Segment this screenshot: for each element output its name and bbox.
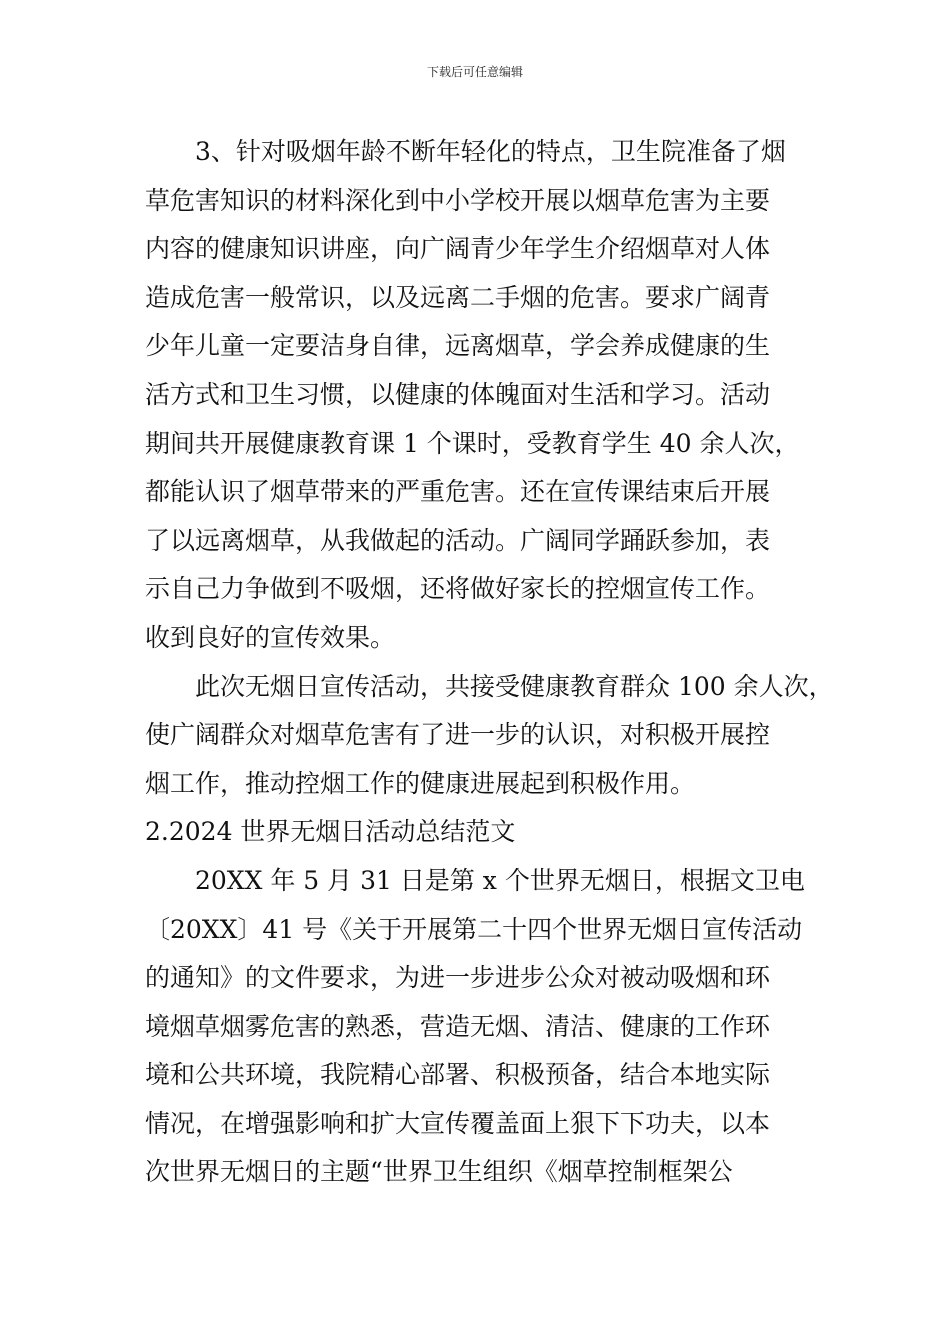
text-line: 3、针对吸烟年龄不断年轻化的特点，卫生院准备了烟	[195, 137, 786, 166]
paragraph-world-no-tobacco-day	[145, 857, 835, 1197]
text-line: 此次无烟日宣传活动，共接受健康教育群众 100 余人次，	[195, 671, 834, 701]
text-line: 次世界无烟日的主题“世界卫生组织《烟草控制框架公	[145, 1157, 733, 1187]
text-line: 了以远离烟草，从我做起的活动。广阔同学踊跃参加，表	[145, 525, 771, 555]
text-line: 少年儿童一定要洁身自律，远离烟草，学会养成健康的生	[145, 331, 771, 361]
text-line: 使广阔群众对烟草危害有了进一步的认识，对积极开展控	[145, 720, 771, 750]
text-line: 都能认识了烟草带来的严重危害。还在宣传课结束后开展	[145, 477, 771, 507]
text-line: 示自己力争做到不吸烟，还将做好家长的控烟宣传工作。	[145, 574, 771, 604]
header-note: 下载后可任意编辑	[426, 65, 523, 79]
section-heading	[145, 808, 835, 857]
text-line: 20XX 年 5 月 31 日是第 x 个世界无烟日，根据文卫电	[195, 865, 805, 895]
section-title: 2.2024 世界无烟日活动总结范文	[145, 817, 516, 847]
text-line: 草危害知识的材料深化到中小学校开展以烟草危害为主要	[145, 185, 771, 215]
document-body	[145, 128, 835, 1197]
text-line: 境烟草烟雾危害的熟悉，营造无烟、清洁、健康的工作环	[145, 1011, 771, 1041]
paragraph-summary	[145, 663, 835, 809]
text-line: 的通知》的文件要求，为进一步进步公众对被动吸烟和环	[145, 963, 771, 993]
text-line: 境和公共环境，我院精心部署、积极预备，结合本地实际	[145, 1060, 771, 1090]
text-line: 内容的健康知识讲座，向广阔青少年学生介绍烟草对人体	[145, 234, 771, 264]
text-line: 造成危害一般常识，以及远离二手烟的危害。要求广阔青	[145, 282, 771, 312]
paragraph-tobacco-education	[145, 128, 835, 663]
text-line: 期间共开展健康教育课 1 个课时，受教育学生 40 余人次，	[145, 428, 800, 458]
text-line: 收到良好的宣传效果。	[145, 622, 396, 652]
text-line: 〔20XX〕41 号《关于开展第二十四个世界无烟日宣传活动	[145, 914, 803, 944]
text-line: 烟工作，推动控烟工作的健康进展起到积极作用。	[145, 768, 696, 798]
text-line: 情况，在增强影响和扩大宣传覆盖面上狠下下功夫，以本	[145, 1108, 771, 1138]
text-line: 活方式和卫生习惯，以健康的体魄面对生活和学习。活动	[145, 379, 771, 409]
